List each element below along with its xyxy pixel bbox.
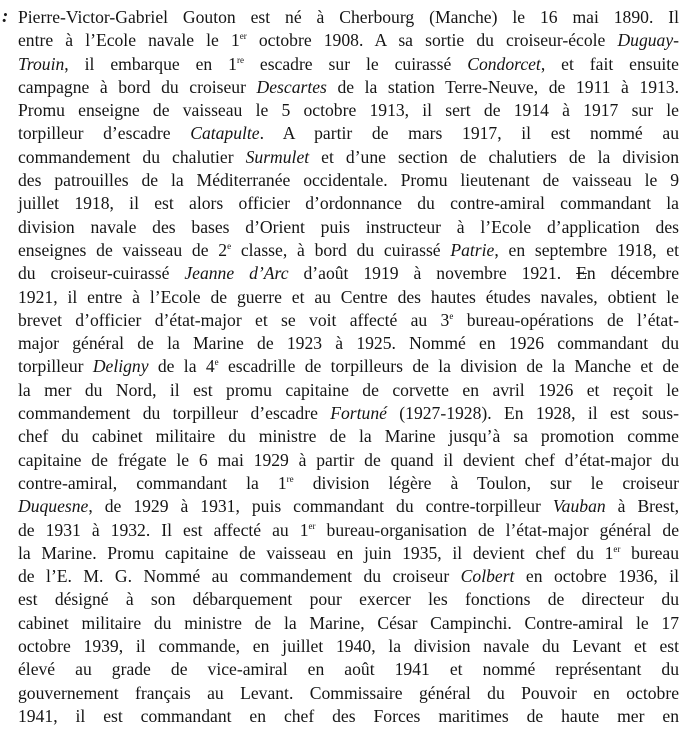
text-line (18, 216, 679, 239)
text-run: la mer du Nord, il est promu capitaine de corvette en avril 1926 et reçoit le (18, 379, 679, 400)
text-run: 1921, il entre à l’Ecole de guerre et au Centre des hautes études navales, obtient le (18, 286, 679, 307)
text-run: torpilleur (18, 356, 93, 377)
text-run: enseignes de vaisseau de 2 (18, 239, 228, 260)
text-line (18, 146, 679, 169)
text-run: division légère à Toulon, sur le croiseur (293, 472, 679, 493)
text-line (18, 542, 679, 565)
text-line (18, 612, 679, 635)
text-run: escadrille de torpilleurs de la division de la Manche et de (218, 356, 679, 377)
text-line (18, 355, 679, 378)
text-line (18, 99, 679, 122)
text-line (18, 309, 679, 332)
italic-ship-name: Patrie (450, 239, 495, 260)
text-run: cabinet militaire du ministre de la Marine, César Campinchi. Contre-amiral le 17 (18, 612, 679, 633)
text-run: . A partir de mars 1917, il est nommé au (259, 123, 680, 144)
text-run: gouvernement français au Levant. Commissaire général du Pouvoir en octobre (18, 682, 679, 703)
text-run: major général de la Marine de 1923 à 1925. Nommé en 1926 commandant du (18, 333, 679, 354)
text-run: commandement du torpilleur d’escadre (18, 403, 331, 424)
text-line (18, 169, 679, 192)
italic-ship-name: Surmulet (245, 146, 310, 167)
ordinal-superscript: e (227, 240, 232, 251)
italic-ship-name: Duquesne (18, 496, 89, 517)
paragraph-marker: : (2, 6, 9, 27)
italic-ship-name: Duguay- (617, 30, 679, 51)
text-run: la Marine. Promu capitaine de vaisseau en juin 1935, il devient chef du 1 (18, 542, 614, 563)
text-line (18, 588, 679, 611)
text-line (18, 6, 679, 29)
text-line (18, 122, 679, 145)
ordinal-superscript: er (239, 31, 247, 42)
text-run: , de 1929 à 1931, puis commandant du contre-torpilleur (88, 496, 553, 517)
text-run: entre à l’Ecole navale le 1 (18, 30, 240, 51)
italic-ship-name: Catapulte (190, 123, 260, 144)
italic-ship-name: Vauban (552, 496, 606, 517)
ordinal-superscript: er (308, 520, 316, 531)
text-run: 1941, il est commandant en chef des Forces maritimes de haute mer en (18, 705, 679, 726)
italic-ship-name: Descartes (256, 76, 327, 97)
text-run: classe, à bord du cuirassé (231, 239, 451, 260)
text-run: et d’une section de chalutiers de la division (309, 146, 679, 167)
text-run: est désigné à son débarquement pour exercer les fonctions de directeur du (18, 589, 679, 610)
text-run: brevet d’officier d’état-major et se voit affecté au 3 (18, 309, 450, 330)
text-run: bureau-opérations de l’état- (453, 309, 679, 330)
text-line (18, 239, 679, 262)
text-run: campagne à bord du croiseur (18, 76, 257, 97)
text-run: chef du cabinet militaire du ministre de la Marine jusqu’à sa promotion comme (18, 426, 679, 447)
text-line (18, 53, 679, 76)
text-run: , il embarque en 1 (64, 53, 237, 74)
text-line (18, 379, 679, 402)
text-run: Promu enseigne de vaisseau le 5 octobre 1913, il sert de 1914 à 1917 sur le (18, 100, 679, 121)
text-line (18, 682, 679, 705)
text-run: capitaine de frégate le 6 mai 1929 à partir de quand il devient chef d’état-major du (18, 449, 679, 470)
text-run: juillet 1918, il est alors officier d’ordonnance du contre-amiral commandant la (18, 193, 679, 214)
text-run: torpilleur d’escadre (18, 123, 191, 144)
ordinal-superscript: e (214, 357, 219, 368)
text-run: à Brest, (605, 496, 679, 517)
text-line (18, 402, 679, 425)
text-run: contre-amiral, commandant la 1 (18, 472, 287, 493)
italic-ship-name: Colbert (460, 566, 515, 587)
text-run: élevé au grade de vice-amiral en août 1941 et nommé représentant du (18, 659, 679, 680)
text-line (18, 192, 679, 215)
text-run: en octobre 1936, il (514, 566, 679, 587)
text-run: escadre sur le cuirassé (243, 53, 468, 74)
text-run: Pierre-Victor-Gabriel Gouton est né à Cherbourg (Manche) le 16 mai 1890. Il (18, 7, 679, 27)
text-line (18, 262, 679, 285)
text-run: de la 4 (148, 356, 215, 377)
text-line (18, 495, 679, 518)
text-run: de l’E. M. G. Nommé au commandement du croiseur (18, 566, 461, 587)
text-line (18, 565, 679, 588)
text-run: de 1931 à 1932. Il est affecté au 1 (18, 519, 309, 540)
text-line (18, 705, 679, 728)
text-run: n décembre (586, 263, 679, 284)
text-line (18, 472, 679, 495)
text-run: d’août 1919 à novembre 1921. (288, 263, 577, 284)
text-line (18, 519, 679, 542)
text-line (18, 425, 679, 448)
text-run: octobre 1908. A sa sortie du croiseur-école (246, 30, 618, 51)
ordinal-superscript: er (613, 543, 621, 554)
text-line (18, 449, 679, 472)
text-run: commandement du chalutier (18, 146, 246, 167)
text-line (18, 635, 679, 658)
text-line (18, 76, 679, 99)
ordinal-superscript: re (286, 473, 294, 484)
text-run: , et fait ensuite (540, 53, 679, 74)
text-run: octobre 1939, il commande, en juillet 1940, la division navale du Levant et est (18, 636, 679, 657)
italic-ship-name: Trouin (18, 53, 65, 74)
italic-ship-name: Jeanne d’Arc (184, 263, 289, 284)
text-line (18, 332, 679, 355)
text-run: (1927-1928). En 1928, il est sous- (386, 403, 680, 424)
text-line (18, 658, 679, 681)
ordinal-superscript: e (449, 310, 454, 321)
text-run: bureau-organisation de l’état-major général de (315, 519, 680, 540)
italic-ship-name: Condorcet (467, 53, 541, 74)
text-line (18, 286, 679, 309)
text-run: bureau (620, 542, 679, 563)
italic-ship-name: Fortuné (330, 403, 387, 424)
ordinal-superscript: re (236, 54, 244, 65)
biography-paragraph (18, 6, 679, 728)
text-run: division navale des bases d’Orient puis instructeur à l’Ecole d’application des (18, 216, 679, 237)
text-run: de la station Terre-Neuve, de 1911 à 1913. (326, 76, 679, 97)
text-run: du croiseur-cuirassé (18, 263, 185, 284)
italic-ship-name: Deligny (92, 356, 149, 377)
struck-letter: E (576, 263, 587, 284)
text-run: des patrouilles de la Méditerranée occidentale. Promu lieutenant de vaisseau le 9 (18, 170, 679, 191)
text-line (18, 29, 679, 52)
text-run: , en septembre 1918, et (494, 239, 679, 260)
